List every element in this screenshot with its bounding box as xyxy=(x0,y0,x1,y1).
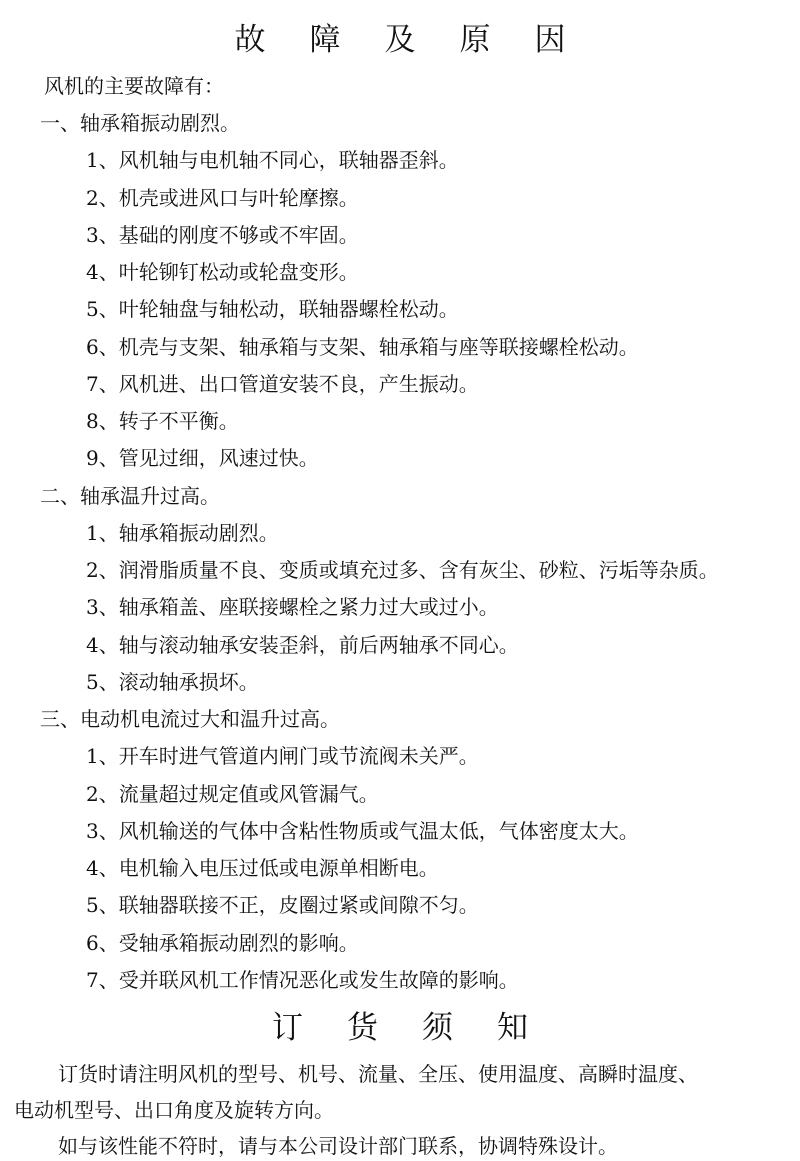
section-heading: 二、轴承温升过高。 xyxy=(40,484,220,508)
title-char: 原 xyxy=(459,22,491,58)
list-item: 3、基础的刚度不够或不牢固。 xyxy=(86,223,359,247)
title-char: 及 xyxy=(384,22,416,58)
section-heading: 三、电动机电流过大和温升过高。 xyxy=(40,707,340,731)
order-title-char: 知 xyxy=(497,1010,528,1046)
list-item: 8、转子不平衡。 xyxy=(86,409,239,433)
list-item: 7、风机进、出口管道安装不良，产生振动。 xyxy=(86,372,479,396)
title-char: 因 xyxy=(534,22,566,58)
list-item: 2、机壳或进风口与叶轮摩擦。 xyxy=(86,186,359,210)
order-title-char: 货 xyxy=(347,1010,378,1046)
list-item: 4、叶轮铆钉松动或轮盘变形。 xyxy=(86,260,359,284)
list-item: 5、叶轮轴盘与轴松动，联轴器螺栓松动。 xyxy=(86,297,459,321)
list-item: 6、机壳与支架、轴承箱与支架、轴承箱与座等联接螺栓松动。 xyxy=(86,335,639,359)
title-char: 障 xyxy=(309,22,341,58)
title-char: 故 xyxy=(234,22,266,58)
list-item: 7、受并联风机工作情况恶化或发生故障的影响。 xyxy=(86,968,519,992)
list-item: 3、风机输送的气体中含粘性物质或气温太低，气体密度太大。 xyxy=(86,819,639,843)
list-item: 6、受轴承箱振动剧烈的影响。 xyxy=(86,931,359,955)
order-title-char: 订 xyxy=(272,1010,303,1046)
list-item: 2、流量超过规定值或风管漏气。 xyxy=(86,782,379,806)
list-item: 1、开车时进气管道内闸门或节流阀未关严。 xyxy=(86,744,479,768)
list-item: 1、轴承箱振动剧烈。 xyxy=(86,521,279,545)
list-item: 5、联轴器联接不正，皮圈过紧或间隙不匀。 xyxy=(86,893,479,917)
order-paragraph-line: 订货时请注明风机的型号、机号、流量、全压、使用温度、高瞬时温度、 xyxy=(58,1062,698,1086)
list-item: 3、轴承箱盖、座联接螺栓之紧力过大或过小。 xyxy=(86,595,499,619)
list-item: 2、润滑脂质量不良、变质或填充过多、含有灰尘、砂粒、污垢等杂质。 xyxy=(86,558,719,582)
order-paragraph: 如与该性能不符时，请与本公司设计部门联系，协调特殊设计。 xyxy=(58,1134,618,1158)
list-item: 9、管见过细，风速过快。 xyxy=(86,446,319,470)
order-title-char: 须 xyxy=(422,1010,453,1046)
list-item: 4、电机输入电压过低或电源单相断电。 xyxy=(86,856,439,880)
order-title xyxy=(0,1002,800,1047)
list-item: 1、风机轴与电机轴不同心，联轴器歪斜。 xyxy=(86,148,459,172)
order-paragraph-line: 电动机型号、出口角度及旋转方向。 xyxy=(14,1098,334,1122)
list-item: 5、滚动轴承损坏。 xyxy=(86,670,259,694)
section-heading: 一、轴承箱振动剧烈。 xyxy=(40,111,240,135)
list-item: 4、轴与滚动轴承安装歪斜，前后两轴承不同心。 xyxy=(86,633,519,657)
page-title xyxy=(0,14,800,59)
intro-text: 风机的主要故障有： xyxy=(44,74,224,98)
